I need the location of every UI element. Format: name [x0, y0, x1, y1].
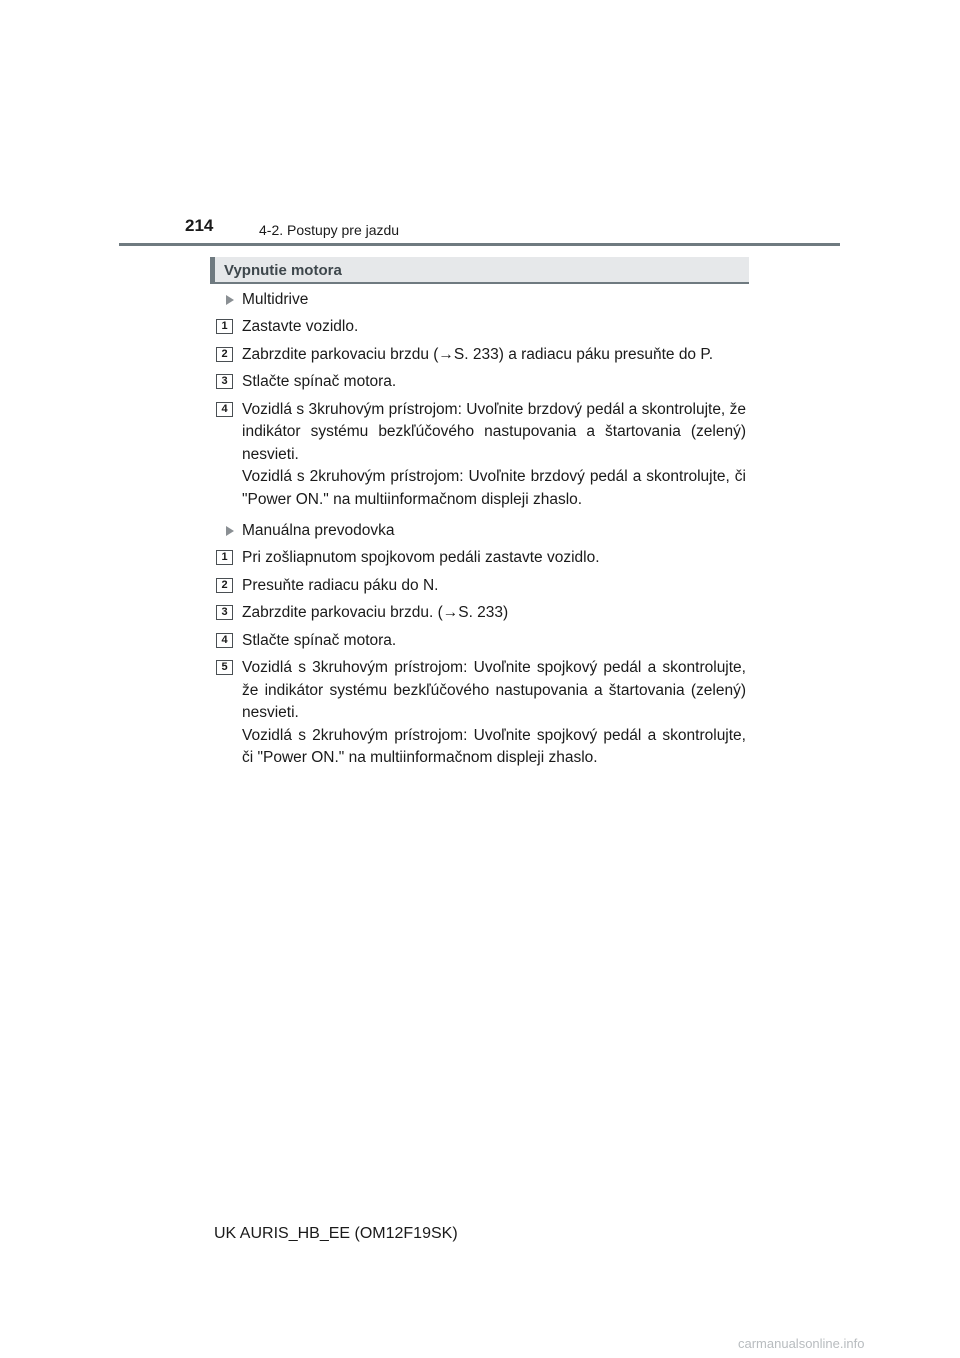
section-header: [210, 257, 749, 284]
step-number: 4: [216, 402, 233, 417]
step-text: Stlačte spínač motora.: [242, 631, 397, 649]
step-number: 5: [216, 660, 233, 675]
triangle-bullet-icon: [226, 295, 234, 305]
step-text: Zastavte vozidlo.: [242, 318, 359, 335]
group-title: [216, 520, 746, 542]
step-text: Pri zošliapnutom spojkovom pedáli zastavte vozidlo.: [242, 549, 600, 566]
step-number: 2: [216, 578, 233, 593]
step-item: [216, 547, 746, 570]
step-number: 1: [216, 319, 233, 334]
content: [216, 288, 746, 770]
step-text: Zabrzdite parkovaciu brzdu (→S. 233) a radiacu páku presuňte do P.: [242, 345, 714, 363]
group-multidrive: [216, 289, 746, 511]
header-rule: [119, 243, 840, 246]
watermark[interactable]: carmanualsonline.info: [738, 1336, 865, 1351]
step-item: [216, 371, 746, 394]
step-item: [216, 316, 746, 339]
section-accent: [210, 257, 215, 282]
page-number: 214: [185, 216, 214, 235]
step-text: Zabrzdite parkovaciu brzdu. (→S. 233): [242, 604, 509, 621]
chapter-title: 4-2. Postupy pre jazdu: [259, 222, 400, 238]
section-title: Vypnutie motora: [224, 262, 342, 279]
step-item: [216, 602, 746, 625]
step-number: 3: [216, 605, 233, 620]
step-item: [216, 344, 746, 367]
step-item: [216, 575, 746, 598]
step-text: Vozidlá s 3kruhovým prístrojom: Uvoľnite brzdový pedál a skontrolujte, že indikátor systému bezkľúčového nastupovania a štartovania (zelený) nesvieti.: [242, 400, 746, 463]
step-number: 2: [216, 347, 233, 362]
footer-code: UK AURIS_HB_EE (OM12F19SK): [214, 1225, 458, 1242]
step-text: Presuňte radiacu páku do N.: [242, 576, 439, 594]
step-number: 1: [216, 550, 233, 565]
step-text: Stlačte spínač motora.: [242, 373, 397, 390]
step-item: [216, 630, 746, 653]
step-text-secondary: Vozidlá s 2kruhovým prístrojom: Uvoľnite brzdový pedál a skontrolujte, či "Power ON." na multiinformačnom displeji zhaslo.: [242, 468, 746, 508]
group-title-text: Multidrive: [242, 291, 309, 308]
triangle-bullet-icon: [226, 526, 234, 536]
step-number: 3: [216, 374, 233, 389]
group-title: [216, 289, 746, 311]
group-manual: [216, 520, 746, 770]
step-item: [216, 657, 746, 770]
step-text-secondary: Vozidlá s 2kruhovým prístrojom: Uvoľnite spojkový pedál a skontrolujte, či "Power ON." na multiinformačnom displeji zhaslo.: [242, 726, 746, 766]
step-number: 4: [216, 633, 233, 648]
group-title-text: Manuálna prevodovka: [242, 522, 395, 539]
step-text: Vozidlá s 3kruhovým prístrojom: Uvoľnite spojkový pedál a skontrolujte, že indikátor systému bezkľúčového nastupovania a štartovania (zelený) nesvieti.: [242, 659, 746, 721]
step-item: [216, 399, 746, 512]
